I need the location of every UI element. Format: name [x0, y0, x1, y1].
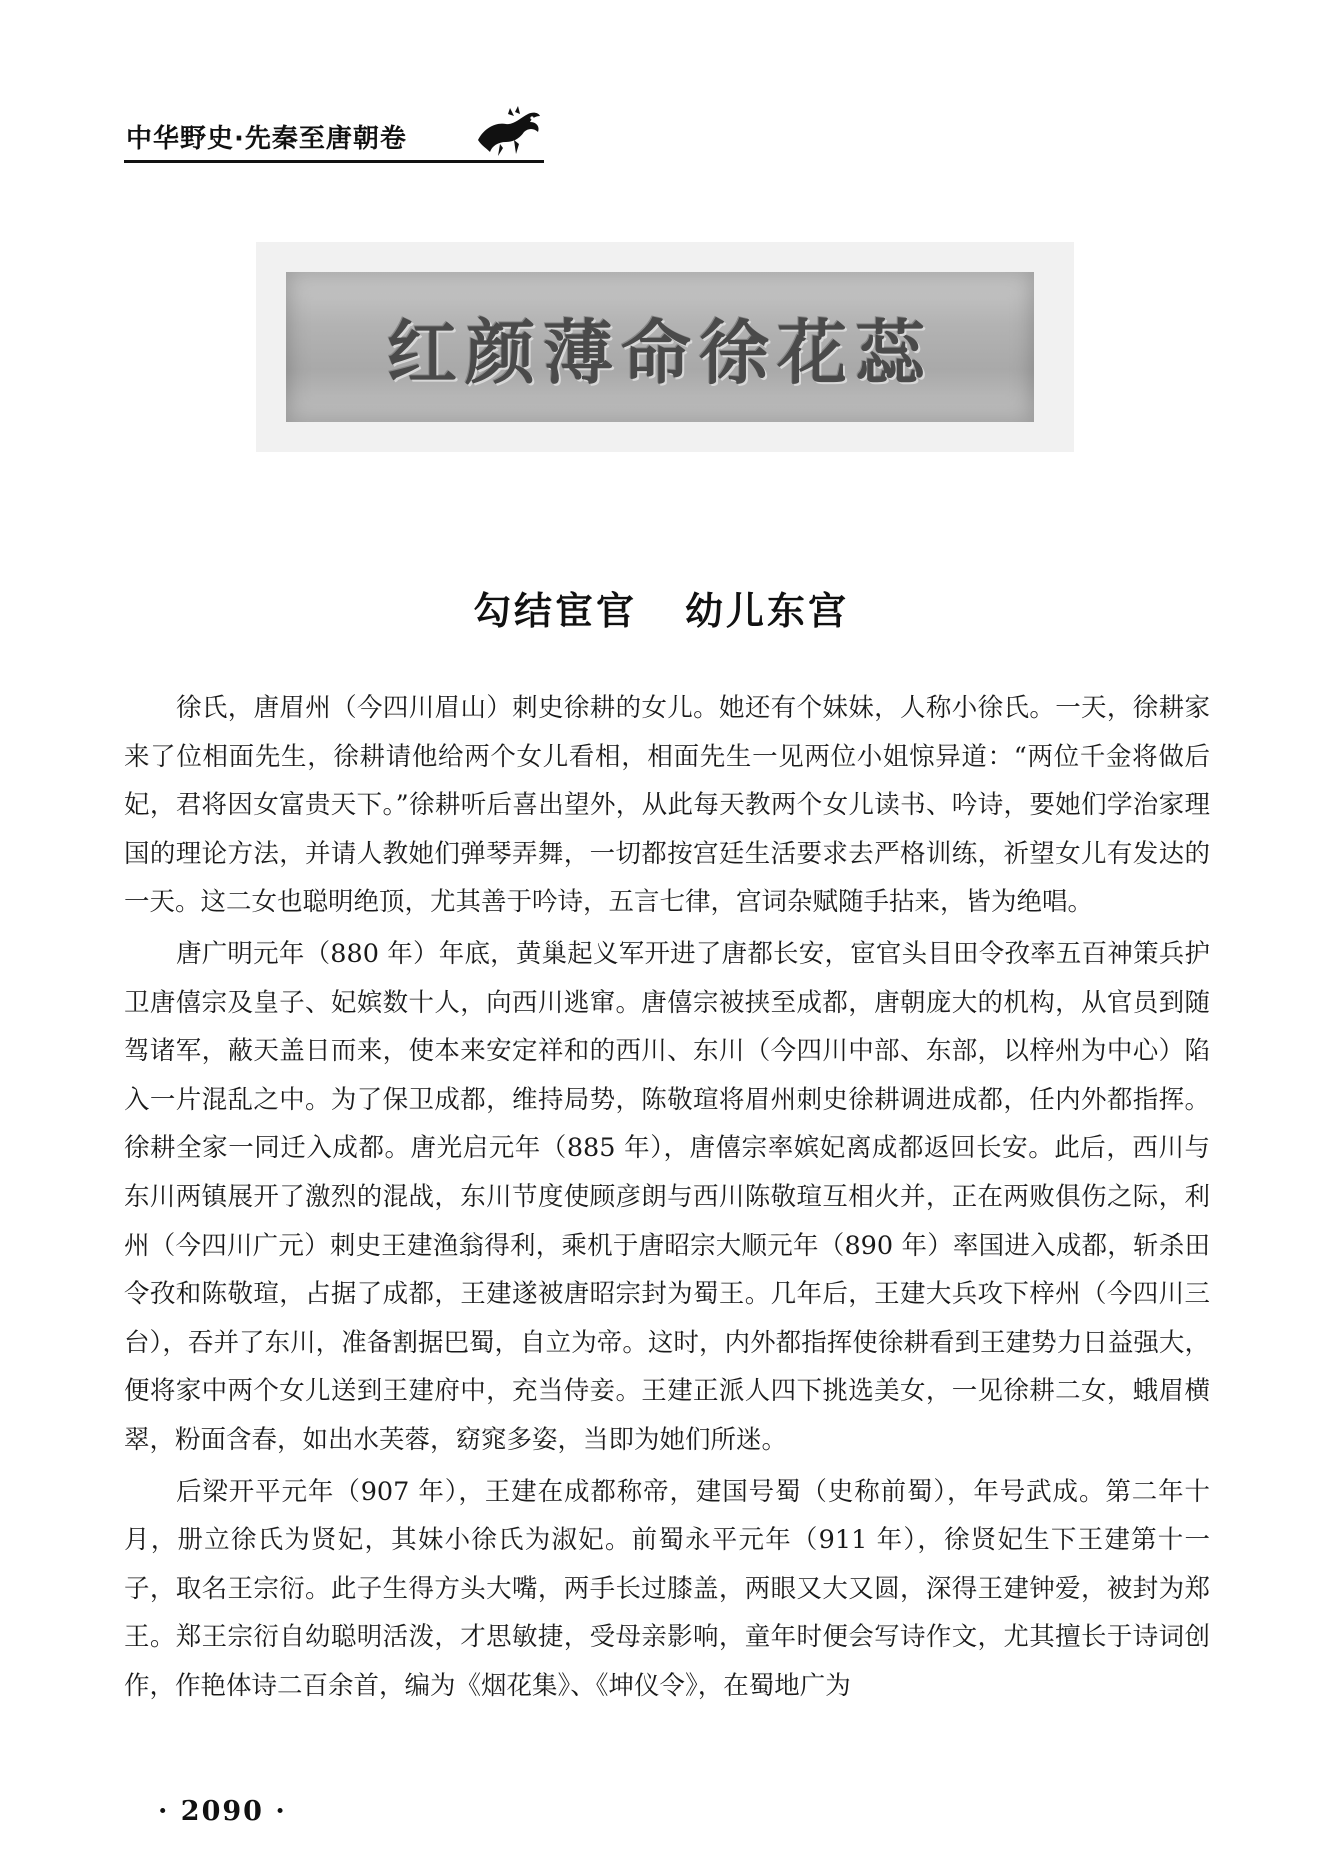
dragon-emblem-icon [470, 100, 546, 162]
section-title-part1: 勾结宦官 [472, 589, 637, 633]
running-head-rule [124, 160, 544, 163]
paragraph: 徐氏，唐眉州（今四川眉山）刺史徐耕的女儿。她还有个妹妹，人称小徐氏。一天，徐耕家来了位相面先生，徐耕请他给两个女儿看相，相面先生一见两位小姐惊异道：“两位千金将做后妃，君将因女富贵天下。”徐耕听后喜出望外，从此每天教两个女儿读书、吟诗，要她们学治家理国的理论方法，并请人教她们弹琴弄舞，一切都按宫廷生活要求去严格训练，祈望女儿有发达的一天。这二女也聪明绝顶，尤其善于吟诗，五言七律，宫词杂赋随手拈来，皆为绝唱。 [124, 693, 1210, 918]
chapter-banner [286, 272, 1034, 422]
section-title-part2: 幼儿东宫 [685, 589, 850, 633]
page-number: · 2090 · [158, 1796, 287, 1827]
body-text [124, 684, 1210, 1713]
running-head: 中华野史·先秦至唐朝卷 [126, 124, 407, 154]
paragraph: 后梁开平元年（907 年），王建在成都称帝，建国号蜀（史称前蜀），年号武成。第二年十月，册立徐氏为贤妃，其妹小徐氏为淑妃。前蜀永平元年（911 年），徐贤妃生下王建第十一子，取名王宗衍。此子生得方头大嘴，两手长过膝盖，两眼又大又圆，深得王建钟爱，被封为郑王。郑王宗衍自幼聪明活泼，才思敏捷，受母亲影响，童年时便会写诗作文，尤其擅长于诗词创作，作艳体诗二百余首，编为《烟花集》、《坤仪令》，在蜀地广为 [124, 1476, 1210, 1701]
section-title [0, 580, 1322, 635]
paragraph: 唐广明元年（880 年）年底，黄巢起义军开进了唐都长安，宦官头目田令孜率五百神策兵护卫唐僖宗及皇子、妃嫔数十人，向西川逃窜。唐僖宗被挟至成都，唐朝庞大的机构，从官员到随驾诸军，蔽天盖日而来，使本来安定祥和的西川、东川（今四川中部、东部，以梓州为中心）陷入一片混乱之中。为了保卫成都，维持局势，陈敬瑄将眉州刺史徐耕调进成都，任内外都指挥。徐耕全家一同迁入成都。唐光启元年（885 年），唐僖宗率嫔妃离成都返回长安。此后，西川与东川两镇展开了激烈的混战，东川节度使顾彦朗与西川陈敬瑄互相火并，正在两败俱伤之际，利州（今四川广元）刺史王建渔翁得利，乘机于唐昭宗大顺元年（890 年）率国进入成都，斩杀田令孜和陈敬瑄，占据了成都，王建遂被唐昭宗封为蜀王。几年后，王建大兵攻下梓州（今四川三台），吞并了东川，准备割据巴蜀，自立为帝。这时，内外都指挥使徐耕看到王建势力日益强大，便将家中两个女儿送到王建府中，充当侍妾。王建正派人四下挑选美女，一见徐耕二女，蛾眉横翠，粉面含春，如出水芙蓉，窈窕多姿，当即为她们所迷。 [124, 938, 1210, 1455]
chapter-title: 红颜薄命徐花蕊 [387, 310, 933, 394]
